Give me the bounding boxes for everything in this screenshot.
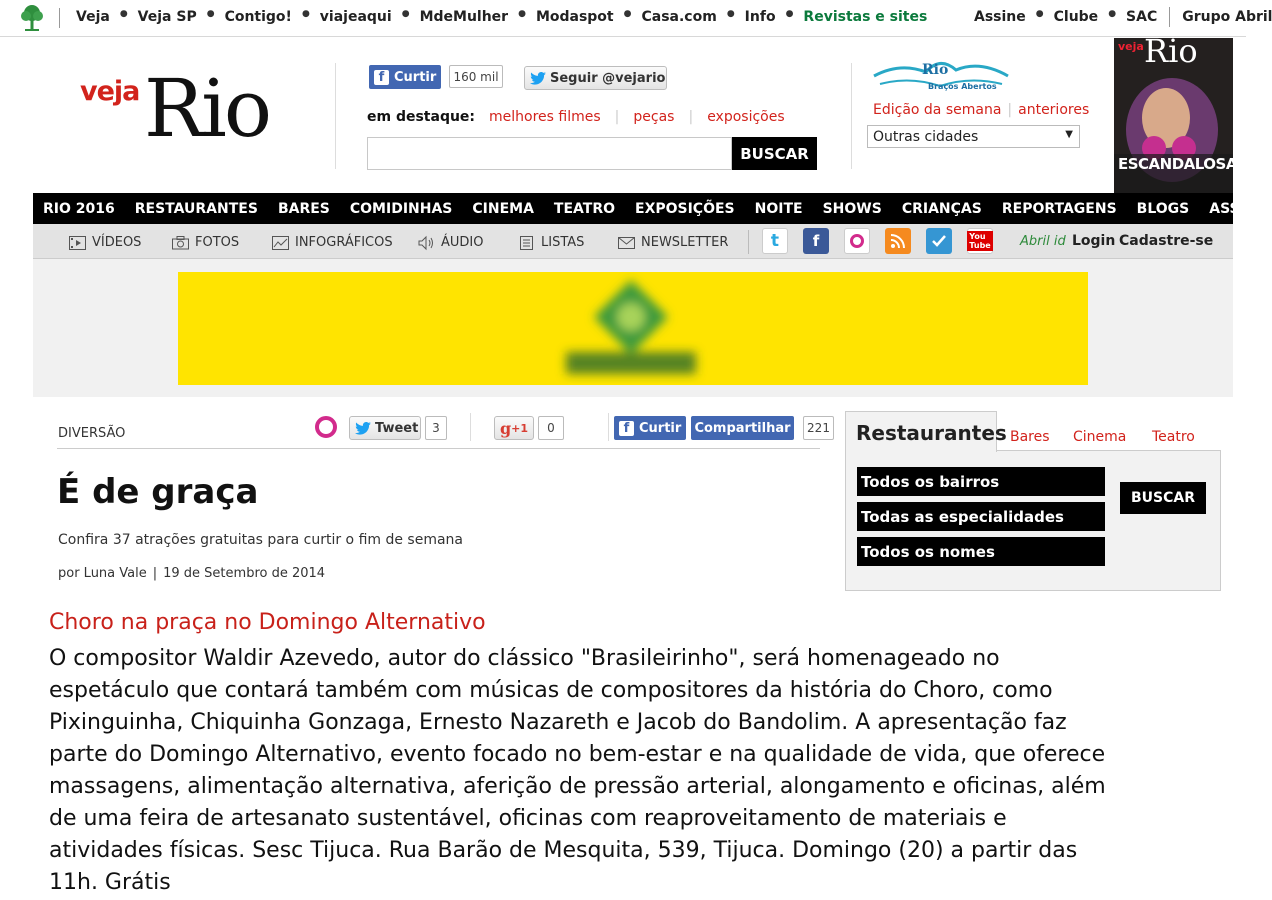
fb-like-count: 160 mil (449, 65, 503, 88)
facebook-share-button[interactable]: Compartilhar (691, 416, 794, 440)
subnav-infograficos[interactable] (272, 235, 393, 250)
article-category[interactable]: DIVERSÃO (58, 426, 126, 441)
select-bairros[interactable]: Todos os bairros (857, 467, 1105, 496)
nav-teatro[interactable]: TEATRO (553, 200, 615, 217)
facebook-like-button[interactable] (369, 65, 441, 89)
ad-banner[interactable] (178, 272, 1088, 385)
article-divider (57, 448, 820, 449)
article-author[interactable]: por Luna Vale (58, 566, 147, 581)
article-date: 19 de Setembro de 2014 (163, 566, 326, 581)
assine-link[interactable]: Assine (974, 9, 1026, 25)
article-byline: por Luna Vale | 19 de Setembro de 2014 (58, 566, 326, 581)
tweet-button[interactable] (349, 416, 421, 440)
tab-restaurantes[interactable]: Restaurantes (845, 411, 997, 452)
foursquare-icon[interactable] (926, 228, 952, 254)
topnav-link-veja-sp[interactable]: Veja SP (137, 9, 197, 25)
nav-reportagens[interactable]: REPORTAGENS (1001, 200, 1117, 217)
rio-bracos-abertos-logo[interactable] (870, 54, 1012, 98)
facebook-icon[interactable]: f (803, 228, 829, 254)
google-plus-icon: g (499, 418, 512, 438)
veja-rio-logo[interactable] (80, 62, 280, 170)
tab-cinema[interactable]: Cinema (1073, 429, 1127, 445)
destaque-link-melhores-filmes[interactable]: melhores filmes (489, 109, 601, 125)
top-bar (0, 0, 1272, 37)
clube-link[interactable]: Clube (1053, 9, 1099, 25)
speaker-icon (418, 236, 435, 250)
twitter-bird-icon (355, 422, 371, 434)
search-input[interactable] (367, 137, 732, 170)
destaque-link-pecas[interactable]: peças (633, 109, 675, 125)
twitter-follow-label: Seguir @vejario (550, 70, 666, 86)
topnav-link-info[interactable]: Info (744, 9, 776, 25)
topnav-link-mdemulher[interactable]: MdeMulher (419, 9, 509, 25)
subnav-fotos[interactable] (172, 235, 239, 250)
nav-exposicoes[interactable]: EXPOSIÇÕES (635, 200, 735, 217)
orkut-icon[interactable] (844, 228, 870, 254)
nav-restaurantes[interactable]: RESTAURANTES (134, 200, 258, 217)
abril-id-logo: Abril id (1020, 234, 1066, 249)
subnav-newsletter[interactable] (618, 235, 728, 250)
em-destaque-bar: em destaque: melhores filmes | peças | exposições (367, 109, 785, 125)
media-nav (33, 224, 1233, 259)
envelope-icon (618, 236, 635, 250)
youtube-label: You Tube (969, 232, 991, 250)
nav-shows[interactable]: SHOWS (822, 200, 882, 217)
tweet-count: 3 (425, 416, 447, 440)
main-nav (33, 193, 1267, 224)
facebook-icon: f (619, 421, 634, 436)
gplus-count: 0 (538, 416, 564, 440)
cidades-select-value: Outras cidades (873, 129, 979, 145)
cover-headline: ESCANDALOSA (1118, 155, 1237, 173)
tab-teatro[interactable]: Teatro (1152, 429, 1195, 445)
cadastre-link[interactable]: Cadastre-se (1119, 233, 1214, 249)
nav-noite[interactable]: NOITE (754, 200, 803, 217)
twitter-icon[interactable]: t (762, 228, 788, 254)
subnav-fotos-label: FOTOS (195, 235, 240, 250)
list-icon (518, 236, 535, 250)
edicao-links: Edição da semana | anteriores (873, 102, 1090, 118)
cover-brand-veja: veja (1118, 40, 1144, 53)
restaurant-search-button[interactable]: BUSCAR (1120, 482, 1206, 514)
dropdown-arrow-icon: ▼ (1065, 129, 1073, 140)
edicao-da-semana-link[interactable]: Edição da semana (873, 102, 1002, 118)
svg-text:Braços Abertos: Braços Abertos (928, 82, 997, 91)
fb-like-label: Curtir (394, 69, 437, 85)
facebook-curtir-button[interactable] (614, 416, 686, 440)
select-especialidades[interactable]: Todas as especialidades (857, 502, 1105, 531)
twitter-bird-icon (530, 72, 546, 84)
orkut-share-icon[interactable] (315, 416, 337, 438)
select-nomes[interactable]: Todos os nomes (857, 537, 1105, 566)
item-body: O compositor Waldir Azevedo, autor do clássico "Brasileirinho", será homenageado no espetáculo que contará também com músicas de compositores da história do Choro, como Pixinguinha, Chiquinha Gonzaga, Ernesto Nazareth e Jacob do Bandolim. A apresentação faz parte do Domingo Alternativo, evento focado no bem-estar e na qualidade de vida, que oferece massagens, alimentação alternativa, aferição de pressão arterial, alongamento e oficinas, além de uma feira de artesanato sustentável, oficinas com reaproveitamento de materiais e atividades físicas. Sesc Tijuca. Rua Barão de Mesquita, 539, Tijuca. Domingo (20) a partir das 11h. Grátis (49, 646, 1106, 895)
topnav-link-viajeaqui[interactable]: viajeaqui (319, 9, 392, 25)
sac-link[interactable]: SAC (1126, 9, 1158, 25)
fb-curtir-label: Curtir (639, 420, 682, 436)
account-links: Assine ● Clube ● SAC Grupo Abril (974, 9, 1272, 29)
nav-rio-2016[interactable]: RIO 2016 (43, 200, 115, 217)
subnav-videos[interactable] (69, 235, 141, 250)
subnav-listas-label: LISTAS (541, 235, 585, 250)
gplus-label: +1 (511, 421, 529, 435)
article-subtitle: Confira 37 atrações gratuitas para curtir o fim de semana (58, 532, 464, 548)
twitter-follow-button[interactable] (524, 66, 667, 90)
grupo-abril-link[interactable]: Grupo Abril (1182, 9, 1272, 25)
login-link[interactable]: Login (1072, 233, 1116, 249)
nav-cinema[interactable]: CINEMA (472, 200, 534, 217)
tab-bares[interactable]: Bares (1010, 429, 1050, 445)
topnav-link-modaspot[interactable]: Modaspot (535, 9, 614, 25)
camera-icon (172, 236, 189, 250)
topnav-link-revistas-e-sites[interactable]: Revistas e sites (803, 9, 928, 25)
subnav-audio-label: ÁUDIO (441, 235, 484, 250)
nav-comidinhas[interactable]: COMIDINHAS (349, 200, 453, 217)
topnav-link-casa[interactable]: Casa.com (641, 9, 717, 25)
article-title: É de graça (57, 472, 259, 512)
topnav-link-veja[interactable]: Veja (76, 9, 110, 25)
nav-criancas[interactable]: CRIANÇAS (901, 200, 982, 217)
rss-icon[interactable] (885, 228, 911, 254)
svg-text:Rio: Rio (922, 62, 949, 78)
youtube-icon[interactable] (967, 228, 993, 254)
nav-blogs[interactable]: BLOGS (1136, 200, 1190, 217)
google-plus-button[interactable] (494, 416, 534, 440)
subnav-audio[interactable] (418, 235, 484, 250)
logo-rio-text: Rio (144, 62, 269, 155)
abril-sites-nav: Veja ● Veja SP ● Contigo! ● viajeaqui ● MdeMulher ● Modaspot ● Casa.com ● Info ● Revistas e sites (76, 9, 928, 25)
item-headline: Choro na praça no Domingo Alternativo (49, 610, 486, 635)
cover-brand-rio: Rio (1144, 32, 1198, 70)
magazine-cover[interactable] (1114, 32, 1237, 193)
destaque-label: em destaque: (367, 109, 476, 125)
nav-bares[interactable]: BARES (277, 200, 330, 217)
subnav-newsletter-label: NEWSLETTER (641, 235, 729, 250)
cidades-select[interactable] (867, 125, 1080, 148)
destaque-link-exposicoes[interactable]: exposições (707, 109, 785, 125)
fb-share-count: 221 (803, 416, 834, 440)
subnav-videos-label: VÍDEOS (92, 235, 142, 250)
subnav-listas[interactable] (518, 235, 584, 250)
anteriores-link[interactable]: anteriores (1018, 102, 1090, 118)
logo-veja-text: veja (80, 76, 140, 107)
facebook-icon: f (374, 70, 389, 85)
tweet-label: Tweet (375, 420, 419, 436)
subnav-infograficos-label: INFOGRÁFICOS (295, 235, 393, 250)
ad-image (178, 272, 1088, 385)
topnav-link-contigo[interactable]: Contigo! (224, 9, 292, 25)
video-icon (69, 236, 86, 250)
abril-tree-icon[interactable] (18, 4, 46, 32)
search-button[interactable]: BUSCAR (732, 137, 817, 170)
chart-icon (272, 236, 289, 250)
nav-assine[interactable]: ASSINE (1209, 200, 1267, 217)
